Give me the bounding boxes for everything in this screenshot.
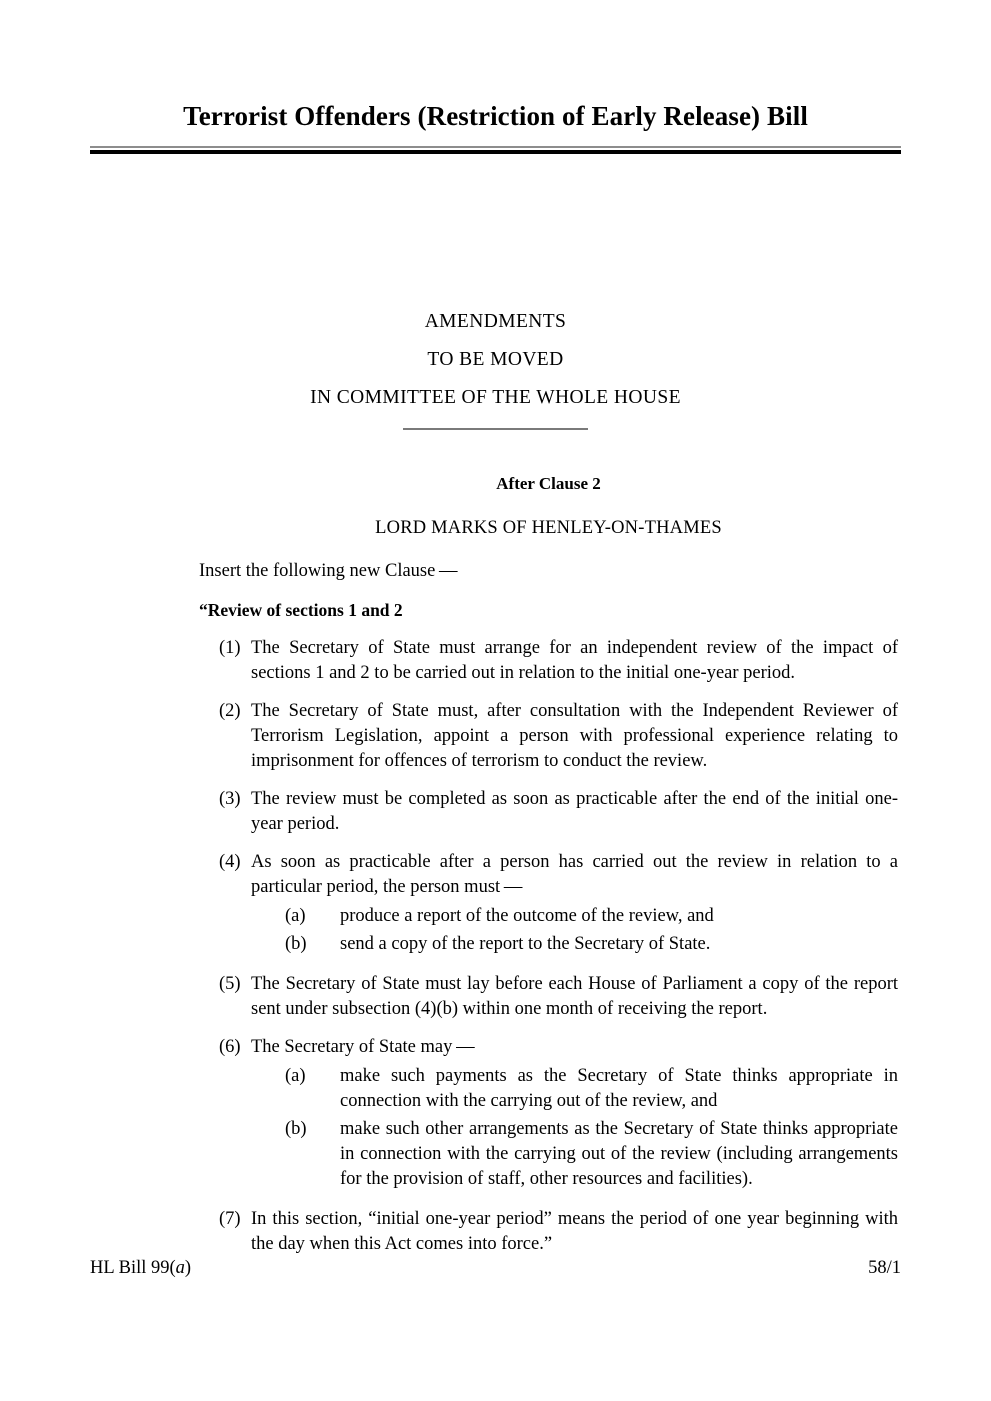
subsection <box>199 850 898 957</box>
subsection <box>199 699 898 774</box>
page-footer <box>90 1258 901 1279</box>
section-divider <box>90 428 901 430</box>
page-title: Terrorist Offenders (Restriction of Early Release) Bill <box>183 101 808 131</box>
insert-instruction: Insert the following new Clause — <box>199 561 458 581</box>
bill-reference-suffix: ) <box>184 1258 192 1278</box>
sub-paragraph-text: produce a report of the outcome of the review, and <box>340 905 714 926</box>
subsection <box>199 636 898 686</box>
bill-reference-prefix: HL Bill 99( <box>90 1258 176 1278</box>
subsection <box>199 1035 898 1192</box>
clause-marker: After Clause 2 <box>496 474 601 493</box>
subsection-text: The review must be completed as soon as practicable after the end of the initial one-year period. <box>251 788 898 834</box>
page-reference: 58/1 <box>868 1258 901 1278</box>
heading-line-to-be-moved: TO BE MOVED <box>427 349 564 370</box>
sub-paragraph-list <box>285 904 898 957</box>
sub-paragraph <box>285 1117 898 1192</box>
subsection <box>199 972 898 1022</box>
subsection-text: The Secretary of State must lay before each House of Parliament a copy of the report sent under subsection (4)(b) within one month of receiving the report. <box>251 973 898 1019</box>
subsection-text: The Secretary of State may — <box>251 1036 475 1057</box>
bill-reference <box>90 1258 191 1279</box>
subsection-number: (6) <box>219 1036 241 1057</box>
subsection <box>199 1207 898 1257</box>
heading-line-in-committee: IN COMMITTEE OF THE WHOLE HOUSE <box>310 387 681 408</box>
new-clause-heading: “Review of sections 1 and 2 <box>199 599 403 620</box>
amendment-sponsor: LORD MARKS OF HENLEY-ON-THAMES <box>375 518 722 538</box>
amendment-body <box>199 474 898 1270</box>
sub-paragraph-letter: (b) <box>285 933 307 954</box>
sub-paragraph-letter: (a) <box>285 1065 306 1086</box>
title-rule-thick <box>90 150 901 154</box>
subsection-text: As soon as practicable after a person has carried out the review in relation to a particular period, the person must — <box>251 851 898 897</box>
bill-reference-italic: a <box>175 1258 185 1278</box>
subsection <box>199 787 898 837</box>
sub-paragraph-letter: (b) <box>285 1118 307 1139</box>
subsection-number: (2) <box>219 700 241 721</box>
subsection-text: In this section, “initial one-year period” means the period of one year beginning with the day when this Act comes into force.” <box>251 1208 898 1254</box>
subsection-number: (1) <box>219 637 241 658</box>
subsection-number: (5) <box>219 973 241 994</box>
subsection-number: (4) <box>219 851 241 872</box>
subsection-number: (3) <box>219 788 241 809</box>
sub-paragraph-text: make such payments as the Secretary of State thinks appropriate in connection with the carrying out of the review, and <box>340 1065 898 1111</box>
sub-paragraph-text: make such other arrangements as the Secretary of State thinks appropriate in connection with the carrying out of the review (including arrangements for the provision of staff, other resources and facilities). <box>340 1118 898 1189</box>
sub-paragraph-letter: (a) <box>285 905 306 926</box>
heading-line-amendments: AMENDMENTS <box>424 311 567 332</box>
heading-block <box>90 303 901 417</box>
section-divider-rule <box>403 428 588 430</box>
subsection-number: (7) <box>219 1208 241 1229</box>
sub-paragraph <box>285 932 898 957</box>
sub-paragraph <box>285 1064 898 1114</box>
title-block <box>90 100 901 154</box>
subsection-text: The Secretary of State must arrange for an independent review of the impact of sections 1 and 2 to be carried out in relation to the initial one-year period. <box>251 637 898 683</box>
sub-paragraph-text: send a copy of the report to the Secretary of State. <box>340 933 711 954</box>
sub-paragraph <box>285 904 898 929</box>
subsection-text: The Secretary of State must, after consultation with the Independent Reviewer of Terrorism Legislation, appoint a person with professional experience relating to imprisonment for offences of terrorism to conduct the review. <box>251 700 898 771</box>
sub-paragraph-list <box>285 1064 898 1192</box>
